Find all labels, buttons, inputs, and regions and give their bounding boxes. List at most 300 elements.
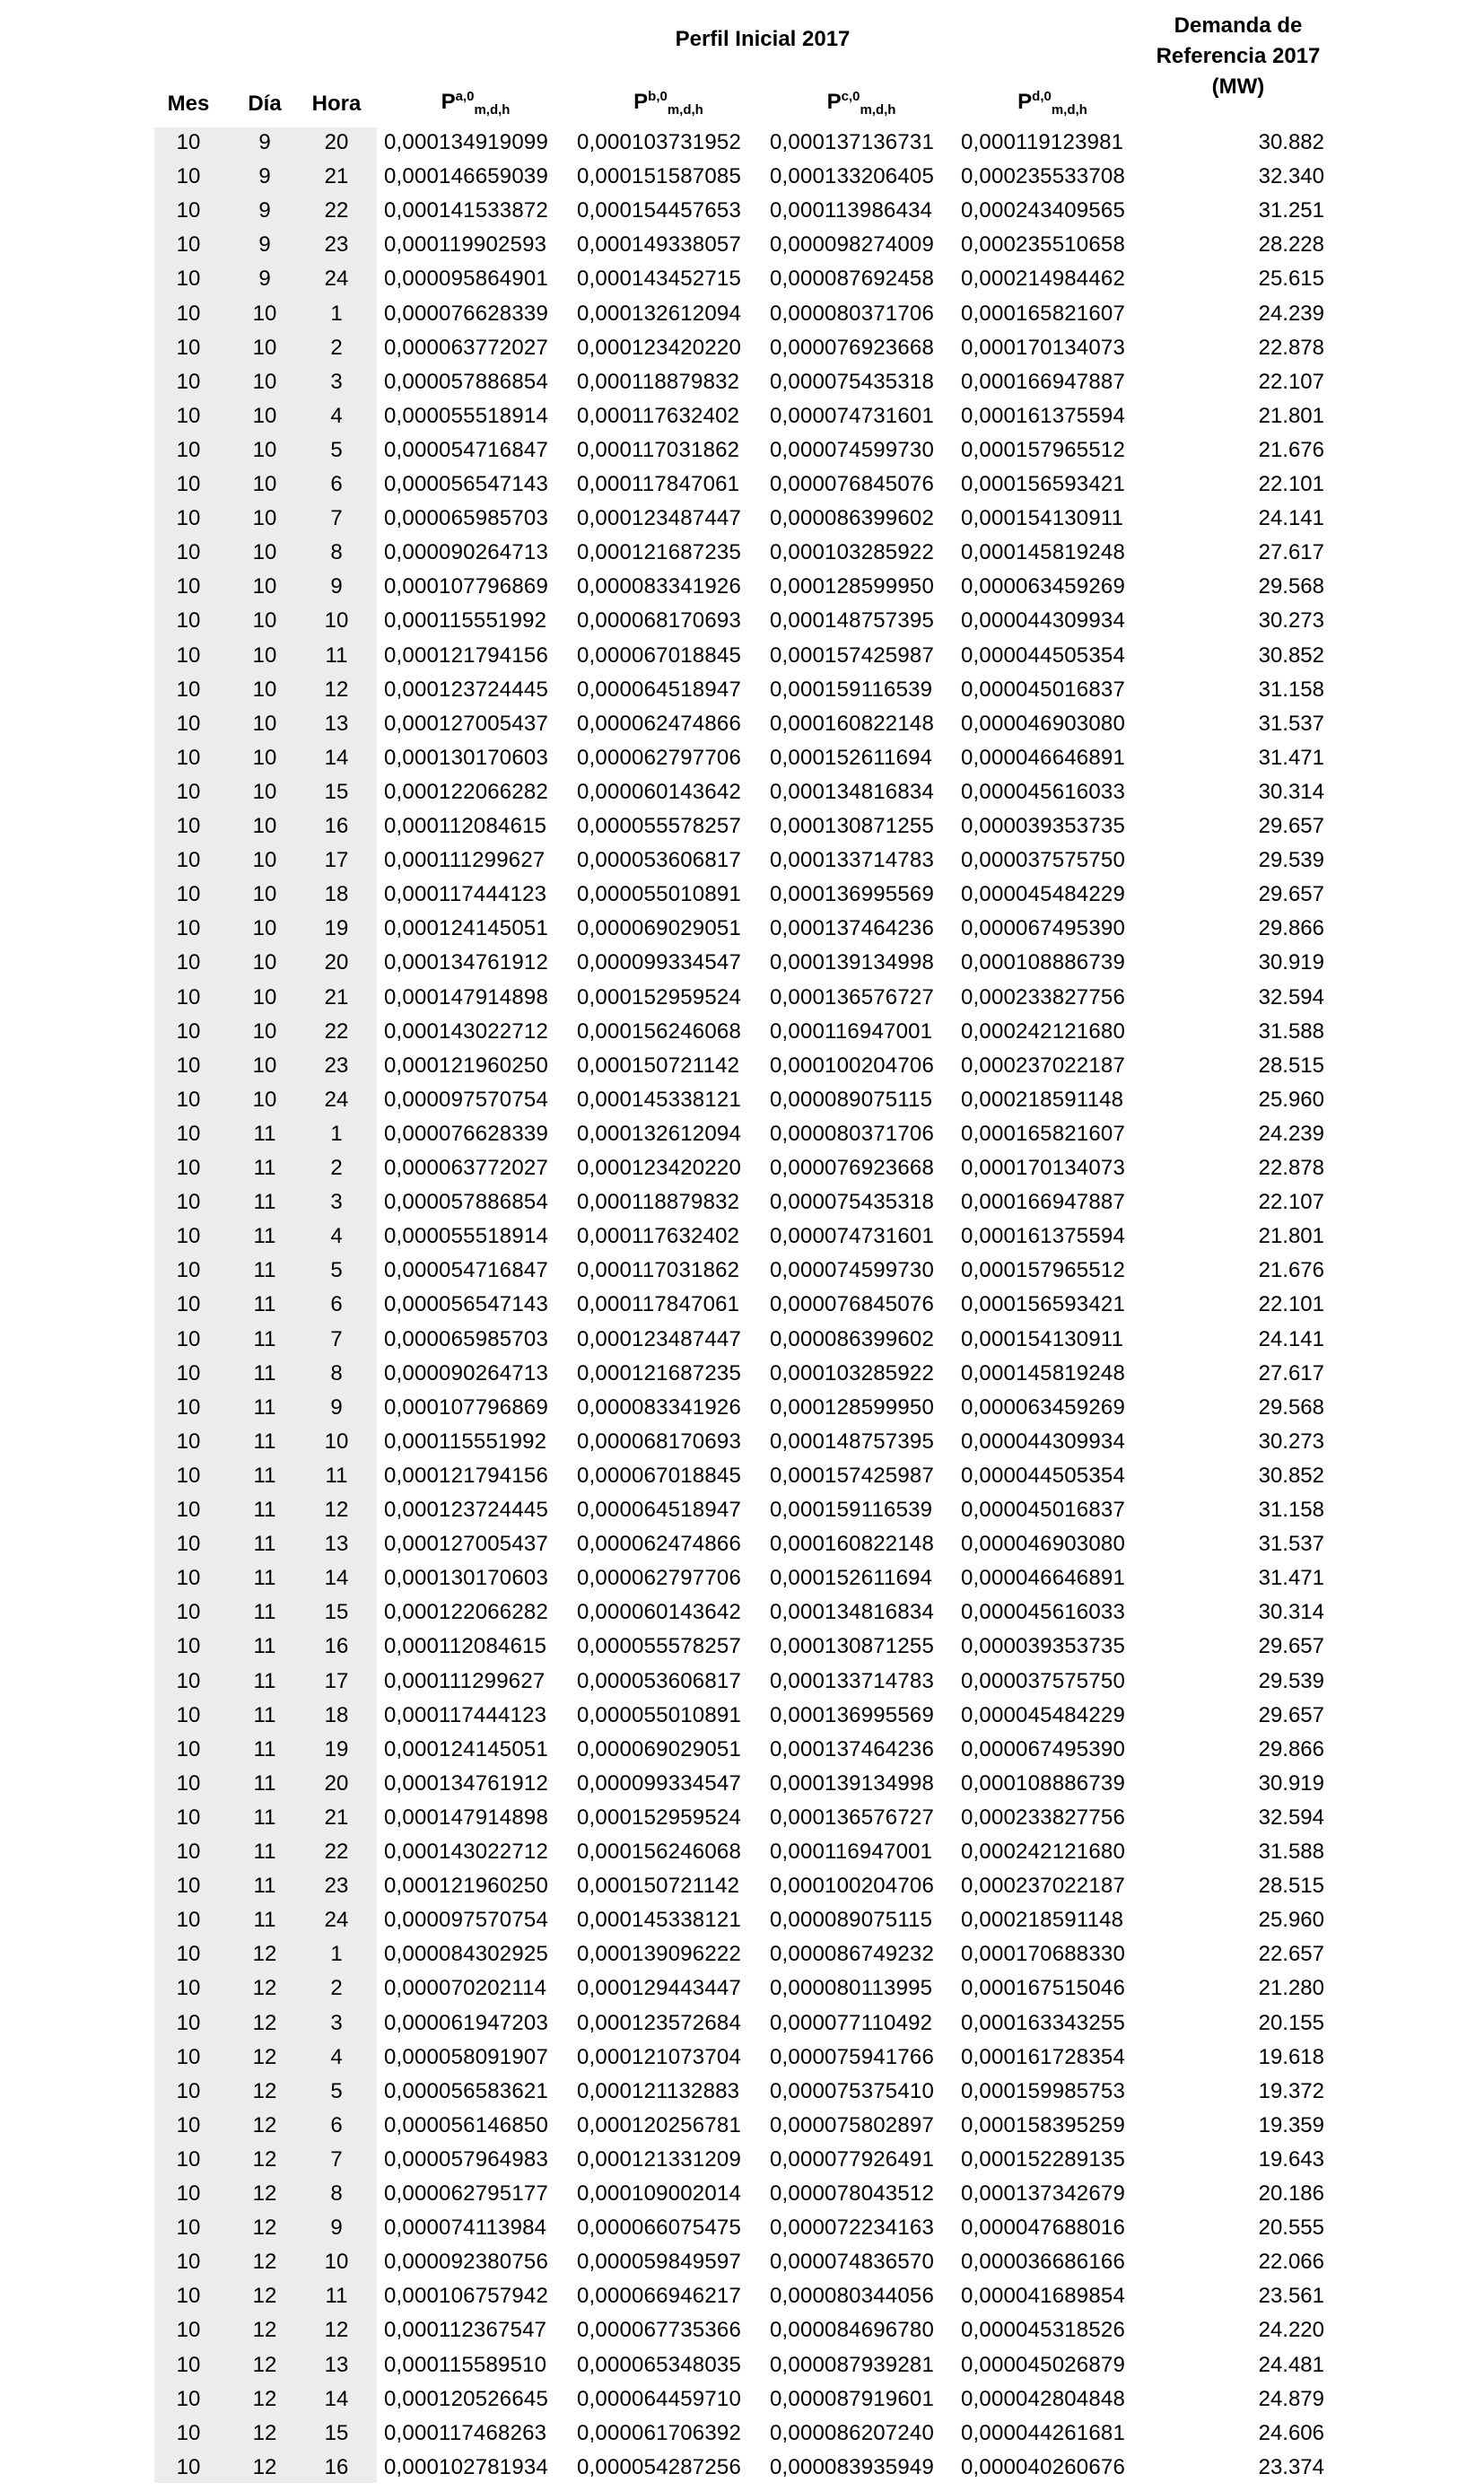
cell-p-c: 0,000116947001 xyxy=(770,1018,933,1044)
cell-p-a: 0,000134761912 xyxy=(384,1770,548,1796)
cell-hora: 20 xyxy=(324,1770,349,1796)
cell-p-c: 0,000074599730 xyxy=(770,437,934,462)
cell-dia: 11 xyxy=(253,1840,276,1864)
cell-demand: 24.606 xyxy=(1258,2420,1324,2445)
cell-hora: 17 xyxy=(324,1668,349,1693)
cell-p-c: 0,000080371706 xyxy=(770,1121,934,1146)
cell-p-c: 0,000136576727 xyxy=(770,1805,934,1830)
cell-demand: 29.539 xyxy=(1258,1668,1324,1693)
cell-p-b: 0,000062474866 xyxy=(577,1532,741,1557)
cell-demand: 20.186 xyxy=(1258,2181,1324,2206)
cell-dia: 10 xyxy=(252,814,277,838)
cell-mes: 10 xyxy=(176,916,201,941)
demand-header xyxy=(1135,11,1341,102)
cell-hora: 15 xyxy=(324,779,349,804)
cell-p-d: 0,000156593421 xyxy=(961,472,1125,496)
cell-demand: 30.919 xyxy=(1258,950,1324,975)
cell-p-a: 0,000124145051 xyxy=(384,1736,548,1761)
cell-mes: 10 xyxy=(176,2181,201,2206)
cell-hora: 13 xyxy=(324,711,349,736)
cell-dia: 10 xyxy=(252,506,277,531)
cell-p-b: 0,000069029051 xyxy=(577,916,741,941)
cell-mes: 10 xyxy=(176,1018,201,1044)
cell-demand: 22.878 xyxy=(1258,335,1324,360)
cell-dia: 10 xyxy=(252,574,277,599)
cell-demand: 31.471 xyxy=(1258,1566,1324,1591)
header-mes: Mes xyxy=(167,92,210,116)
cell-p-c: 0,000136995569 xyxy=(770,1702,934,1727)
cell-demand: 21.676 xyxy=(1258,1258,1324,1283)
cell-dia: 10 xyxy=(252,301,277,326)
cell-dia: 10 xyxy=(252,642,277,668)
cell-p-d: 0,000145819248 xyxy=(961,1360,1125,1385)
cell-mes: 10 xyxy=(176,1736,201,1761)
cell-hora: 23 xyxy=(324,1874,349,1899)
cell-p-d: 0,000163343255 xyxy=(961,2010,1125,2035)
cell-hora: 20 xyxy=(324,950,349,975)
cell-p-b: 0,000064459710 xyxy=(577,2386,741,2411)
cell-p-a: 0,000121960250 xyxy=(384,1874,548,1899)
header-dia: Día xyxy=(248,92,282,116)
cell-p-c: 0,000076845076 xyxy=(770,472,934,496)
cell-mes: 10 xyxy=(176,1224,201,1249)
cell-demand: 24.141 xyxy=(1258,1326,1324,1351)
cell-mes: 10 xyxy=(176,164,201,189)
cell-p-d: 0,000044505354 xyxy=(961,1463,1125,1488)
cell-demand: 19.618 xyxy=(1258,2044,1324,2069)
cell-hora: 7 xyxy=(330,2146,343,2172)
cell-p-a: 0,000076628339 xyxy=(384,301,548,326)
cell-demand: 30.273 xyxy=(1258,1429,1324,1454)
cell-p-b: 0,000123487447 xyxy=(577,506,741,531)
cell-p-c: 0,000157425987 xyxy=(770,1463,934,1488)
cell-dia: 10 xyxy=(252,745,277,770)
cell-demand: 29.657 xyxy=(1258,814,1324,838)
cell-p-d: 0,000119123981 xyxy=(961,130,1124,154)
cell-dia: 12 xyxy=(252,2078,277,2103)
cell-dia: 11 xyxy=(253,1874,276,1899)
cell-p-a: 0,000119902593 xyxy=(384,232,547,258)
cell-dia: 11 xyxy=(253,1634,276,1659)
cell-p-b: 0,000150721142 xyxy=(577,1053,740,1078)
cell-p-c: 0,000136995569 xyxy=(770,882,934,907)
cell-p-d: 0,000039353735 xyxy=(961,1634,1125,1659)
cell-dia: 11 xyxy=(253,1258,276,1283)
cell-hora: 18 xyxy=(324,1702,349,1727)
cell-p-c: 0,000084696780 xyxy=(770,2318,934,2343)
cell-p-c: 0,000130871255 xyxy=(770,814,934,838)
cell-p-c: 0,000087919601 xyxy=(770,2386,934,2411)
cell-p-a: 0,000084302925 xyxy=(384,1942,548,1967)
cell-p-a: 0,000056146850 xyxy=(384,2112,548,2137)
cell-p-c: 0,000087939281 xyxy=(770,2352,934,2377)
cell-mes: 10 xyxy=(176,1156,201,1180)
cell-p-c: 0,000137464236 xyxy=(770,916,934,941)
cell-dia: 10 xyxy=(252,779,277,804)
cell-p-b: 0,000064518947 xyxy=(577,677,741,702)
cell-mes: 10 xyxy=(176,2216,201,2241)
cell-hora: 23 xyxy=(324,1053,349,1078)
cell-p-b: 0,000067735366 xyxy=(577,2318,741,2343)
cell-p-b: 0,000152959524 xyxy=(577,984,741,1010)
cell-mes: 10 xyxy=(176,506,201,531)
cell-demand: 21.280 xyxy=(1258,1976,1324,2001)
cell-demand: 30.919 xyxy=(1258,1770,1324,1796)
cell-p-b: 0,000145338121 xyxy=(577,1087,741,1112)
cell-p-d: 0,000161375594 xyxy=(961,403,1125,428)
cell-p-b: 0,000149338057 xyxy=(577,232,741,258)
cell-dia: 12 xyxy=(252,2146,277,2172)
cell-p-c: 0,000103285922 xyxy=(770,540,934,565)
cell-demand: 32.594 xyxy=(1258,984,1324,1010)
cell-hora: 6 xyxy=(330,1292,343,1317)
cell-hora: 8 xyxy=(330,2181,343,2206)
cell-demand: 19.359 xyxy=(1258,2112,1324,2137)
cell-dia: 11 xyxy=(253,1566,276,1591)
cell-p-a: 0,000102781934 xyxy=(384,2454,548,2479)
cell-demand: 21.676 xyxy=(1258,437,1324,462)
cell-hora: 1 xyxy=(330,1942,343,1967)
cell-p-d: 0,000108886739 xyxy=(961,1770,1125,1796)
cell-p-b: 0,000123420220 xyxy=(577,335,741,360)
cell-p-c: 0,000113986434 xyxy=(770,198,933,223)
cell-p-a: 0,000143022712 xyxy=(384,1840,548,1864)
cell-mes: 10 xyxy=(176,2112,201,2137)
cell-dia: 10 xyxy=(252,540,277,565)
cell-hora: 14 xyxy=(324,745,349,770)
cell-dia: 10 xyxy=(252,882,277,907)
cell-p-a: 0,000056583621 xyxy=(384,2078,548,2103)
cell-p-a: 0,000122066282 xyxy=(384,1600,548,1625)
cell-dia: 11 xyxy=(253,1770,276,1796)
cell-hora: 22 xyxy=(324,1018,349,1044)
cell-mes: 10 xyxy=(176,301,201,326)
cell-p-c: 0,000075941766 xyxy=(770,2044,934,2069)
cell-demand: 25.615 xyxy=(1258,267,1324,292)
cell-dia: 10 xyxy=(252,335,277,360)
cell-p-d: 0,000045616033 xyxy=(961,1600,1125,1625)
cell-p-a: 0,000147914898 xyxy=(384,1805,548,1830)
cell-demand: 22.107 xyxy=(1258,1190,1324,1215)
cell-p-a: 0,000097570754 xyxy=(384,1087,548,1112)
cell-p-a: 0,000095864901 xyxy=(384,267,548,292)
header-p-a: P$^{a,0}_{m,d,h}$ xyxy=(441,89,511,118)
group-title: Perfil Inicial 2017 xyxy=(675,27,851,51)
cell-mes: 10 xyxy=(176,2010,201,2035)
cell-p-a: 0,000065985703 xyxy=(384,1326,548,1351)
header-p-d: P$^{d,0}_{m,d,h}$ xyxy=(1017,89,1087,118)
cell-mes: 10 xyxy=(176,1258,201,1283)
cell-hora: 6 xyxy=(330,472,343,496)
cell-p-b: 0,000064518947 xyxy=(577,1498,741,1522)
cell-hora: 4 xyxy=(330,403,343,428)
cell-mes: 10 xyxy=(176,1770,201,1796)
cell-p-a: 0,000127005437 xyxy=(384,1532,548,1557)
cell-hora: 9 xyxy=(330,1394,343,1420)
cell-hora: 23 xyxy=(324,232,349,258)
cell-p-b: 0,000117847061 xyxy=(577,472,740,496)
cell-hora: 6 xyxy=(330,2112,343,2137)
cell-dia: 11 xyxy=(253,1360,276,1385)
cell-p-b: 0,000118879832 xyxy=(577,369,740,394)
cell-p-c: 0,000074836570 xyxy=(770,2250,934,2275)
cell-p-c: 0,000077110492 xyxy=(770,2010,933,2035)
cell-dia: 12 xyxy=(252,2420,277,2445)
cell-hora: 10 xyxy=(324,1429,349,1454)
cell-p-c: 0,000083935949 xyxy=(770,2454,934,2479)
cell-mes: 10 xyxy=(176,814,201,838)
cell-demand: 30.852 xyxy=(1258,642,1324,668)
cell-p-a: 0,000074113984 xyxy=(384,2216,547,2241)
cell-p-c: 0,000074731601 xyxy=(770,403,934,428)
cell-hora: 20 xyxy=(324,130,349,154)
cell-p-c: 0,000072234163 xyxy=(770,2216,934,2241)
cell-dia: 10 xyxy=(252,677,277,702)
cell-p-d: 0,000233827756 xyxy=(961,984,1125,1010)
cell-hora: 19 xyxy=(324,1736,349,1761)
demand-header-line2: Referencia 2017 xyxy=(1156,44,1321,68)
cell-demand: 23.561 xyxy=(1258,2284,1324,2309)
cell-p-d: 0,000063459269 xyxy=(961,574,1125,599)
cell-dia: 10 xyxy=(252,608,277,634)
cell-p-d: 0,000235510658 xyxy=(961,232,1125,258)
demand-header-line3: (MW) xyxy=(1211,74,1265,99)
cell-dia: 12 xyxy=(252,2284,277,2309)
cell-p-b: 0,000068170693 xyxy=(577,608,741,634)
cell-p-d: 0,000154130911 xyxy=(961,506,1124,531)
cell-p-b: 0,000062474866 xyxy=(577,711,741,736)
cell-p-d: 0,000158395259 xyxy=(961,2112,1125,2137)
cell-p-a: 0,000115589510 xyxy=(384,2352,547,2377)
cell-p-b: 0,000117632402 xyxy=(577,1224,740,1249)
cell-p-d: 0,000161375594 xyxy=(961,1224,1125,1249)
cell-hora: 12 xyxy=(324,677,349,702)
cell-p-c: 0,000100204706 xyxy=(770,1874,934,1899)
cell-p-b: 0,000059849597 xyxy=(577,2250,741,2275)
cell-demand: 24.481 xyxy=(1258,2352,1324,2377)
cell-hora: 2 xyxy=(330,1156,343,1180)
cell-p-b: 0,000151587085 xyxy=(577,164,741,189)
cell-mes: 10 xyxy=(176,437,201,462)
cell-demand: 29.568 xyxy=(1258,574,1324,599)
cell-mes: 10 xyxy=(176,2146,201,2172)
cell-p-c: 0,000078043512 xyxy=(770,2181,934,2206)
cell-p-a: 0,000097570754 xyxy=(384,1908,548,1933)
cell-hora: 9 xyxy=(330,574,343,599)
cell-p-d: 0,000046903080 xyxy=(961,711,1125,736)
cell-p-d: 0,000044261681 xyxy=(961,2420,1125,2445)
cell-p-d: 0,000039353735 xyxy=(961,814,1125,838)
cell-p-a: 0,000054716847 xyxy=(384,437,548,462)
cell-mes: 10 xyxy=(176,1121,201,1146)
cell-hora: 15 xyxy=(324,2420,349,2445)
cell-p-c: 0,000159116539 xyxy=(770,1498,933,1522)
cell-p-c: 0,000134816834 xyxy=(770,779,934,804)
cell-p-a: 0,000107796869 xyxy=(384,1394,548,1420)
cell-mes: 10 xyxy=(176,1463,201,1488)
cell-hora: 10 xyxy=(324,608,349,634)
cell-hora: 4 xyxy=(330,1224,343,1249)
cell-p-d: 0,000166947887 xyxy=(961,1190,1125,1215)
cell-p-d: 0,000170688330 xyxy=(961,1942,1125,1967)
cell-p-b: 0,000067018845 xyxy=(577,1463,741,1488)
cell-p-a: 0,000076628339 xyxy=(384,1121,548,1146)
cell-p-c: 0,000087692458 xyxy=(770,267,934,292)
cell-p-c: 0,000134816834 xyxy=(770,1600,934,1625)
cell-p-c: 0,000152611694 xyxy=(770,1566,933,1591)
cell-p-c: 0,000077926491 xyxy=(770,2146,934,2172)
cell-p-b: 0,000069029051 xyxy=(577,1736,741,1761)
cell-p-a: 0,000130170603 xyxy=(384,1566,548,1591)
cell-demand: 32.594 xyxy=(1258,1805,1324,1830)
cell-dia: 12 xyxy=(252,1976,277,2001)
cell-p-a: 0,000134761912 xyxy=(384,950,548,975)
cell-p-b: 0,000121687235 xyxy=(577,1360,741,1385)
cell-demand: 28.228 xyxy=(1258,232,1324,258)
cell-demand: 31.537 xyxy=(1258,1532,1324,1557)
cell-dia: 11 xyxy=(253,1498,276,1522)
cell-hora: 3 xyxy=(330,1190,343,1215)
cell-dia: 11 xyxy=(253,1463,276,1488)
cell-dia: 10 xyxy=(252,848,277,873)
cell-p-c: 0,000137136731 xyxy=(770,130,934,154)
cell-p-b: 0,000068170693 xyxy=(577,1429,741,1454)
cell-hora: 14 xyxy=(324,1566,349,1591)
cell-p-a: 0,000065985703 xyxy=(384,506,548,531)
cell-mes: 10 xyxy=(176,1942,201,1967)
cell-demand: 24.239 xyxy=(1258,301,1324,326)
cell-dia: 9 xyxy=(258,164,271,189)
cell-p-c: 0,000160822148 xyxy=(770,1532,934,1557)
cell-demand: 24.220 xyxy=(1258,2318,1324,2343)
cell-mes: 10 xyxy=(176,369,201,394)
cell-p-b: 0,000123487447 xyxy=(577,1326,741,1351)
cell-p-a: 0,000055518914 xyxy=(384,403,548,428)
cell-hora: 22 xyxy=(324,1840,349,1864)
header-p-b: P$^{b,0}_{m,d,h}$ xyxy=(633,89,703,118)
cell-p-b: 0,000121132883 xyxy=(577,2078,740,2103)
cell-demand: 30.852 xyxy=(1258,1463,1324,1488)
cell-demand: 29.866 xyxy=(1258,1736,1324,1761)
cell-hora: 12 xyxy=(324,2318,349,2343)
cell-dia: 12 xyxy=(252,2318,277,2343)
cell-dia: 11 xyxy=(253,1394,276,1420)
cell-p-a: 0,000112367547 xyxy=(384,2318,547,2343)
cell-mes: 10 xyxy=(176,198,201,223)
cell-mes: 10 xyxy=(176,335,201,360)
cell-p-c: 0,000130871255 xyxy=(770,1634,934,1659)
cell-p-a: 0,000090264713 xyxy=(384,540,548,565)
cell-p-c: 0,000086399602 xyxy=(770,1326,934,1351)
cell-dia: 9 xyxy=(258,232,271,258)
cell-p-a: 0,000057964983 xyxy=(384,2146,548,2172)
cell-mes: 10 xyxy=(176,2386,201,2411)
cell-p-c: 0,000080344056 xyxy=(770,2284,934,2309)
cell-mes: 10 xyxy=(176,2284,201,2309)
cell-dia: 12 xyxy=(252,2454,277,2479)
cell-p-d: 0,000243409565 xyxy=(961,198,1125,223)
cell-mes: 10 xyxy=(176,745,201,770)
cell-p-c: 0,000075802897 xyxy=(770,2112,934,2137)
cell-p-b: 0,000150721142 xyxy=(577,1874,740,1899)
cell-mes: 10 xyxy=(176,1874,201,1899)
cell-p-d: 0,000037575750 xyxy=(961,1668,1125,1693)
cell-p-b: 0,000121073704 xyxy=(577,2044,741,2069)
cell-hora: 24 xyxy=(324,1908,349,1933)
cell-demand: 29.657 xyxy=(1258,882,1324,907)
cell-demand: 21.801 xyxy=(1258,1224,1324,1249)
cell-p-c: 0,000128599950 xyxy=(770,1394,934,1420)
cell-p-d: 0,000167515046 xyxy=(961,1976,1125,2001)
cell-demand: 20.155 xyxy=(1258,2010,1324,2035)
cell-p-c: 0,000133714783 xyxy=(770,1668,934,1693)
cell-p-d: 0,000047688016 xyxy=(961,2216,1125,2241)
cell-p-a: 0,000115551992 xyxy=(384,608,547,634)
cell-mes: 10 xyxy=(176,1908,201,1933)
cell-mes: 10 xyxy=(176,2078,201,2103)
cell-mes: 10 xyxy=(176,1190,201,1215)
cell-p-d: 0,000045016837 xyxy=(961,1498,1125,1522)
cell-p-c: 0,000080371706 xyxy=(770,301,934,326)
cell-p-a: 0,000054716847 xyxy=(384,1258,548,1283)
cell-dia: 11 xyxy=(253,1702,276,1727)
cell-hora: 15 xyxy=(324,1600,349,1625)
cell-p-b: 0,000060143642 xyxy=(577,1600,741,1625)
cell-dia: 11 xyxy=(253,1736,276,1761)
cell-mes: 10 xyxy=(176,2250,201,2275)
cell-p-b: 0,000055010891 xyxy=(577,882,741,907)
cell-dia: 10 xyxy=(252,711,277,736)
cell-p-a: 0,000061947203 xyxy=(384,2010,548,2035)
cell-p-b: 0,000117031862 xyxy=(577,437,740,462)
cell-p-d: 0,000041689854 xyxy=(961,2284,1125,2309)
cell-hora: 7 xyxy=(330,506,343,531)
cell-p-d: 0,000157965512 xyxy=(961,437,1125,462)
cell-hora: 13 xyxy=(324,1532,349,1557)
cell-hora: 11 xyxy=(325,1463,348,1488)
cell-mes: 10 xyxy=(176,1429,201,1454)
cell-p-b: 0,000055578257 xyxy=(577,814,741,838)
cell-p-d: 0,000037575750 xyxy=(961,848,1125,873)
cell-p-d: 0,000242121680 xyxy=(961,1018,1125,1044)
cell-demand: 29.539 xyxy=(1258,848,1324,873)
cell-dia: 12 xyxy=(252,2010,277,2035)
cell-p-b: 0,000103731952 xyxy=(577,130,741,154)
cell-mes: 10 xyxy=(176,1668,201,1693)
cell-p-d: 0,000067495390 xyxy=(961,916,1125,941)
cell-p-a: 0,000057886854 xyxy=(384,369,548,394)
cell-hora: 1 xyxy=(330,1121,343,1146)
cell-hora: 3 xyxy=(330,369,343,394)
cell-p-d: 0,000218591148 xyxy=(961,1087,1124,1112)
cell-p-d: 0,000067495390 xyxy=(961,1736,1125,1761)
cell-hora: 16 xyxy=(324,2454,349,2479)
cell-p-a: 0,000143022712 xyxy=(384,1018,548,1044)
cell-dia: 11 xyxy=(253,1121,276,1146)
cell-p-b: 0,000123572684 xyxy=(577,2010,741,2035)
cell-p-b: 0,000121331209 xyxy=(577,2146,741,2172)
cell-demand: 27.617 xyxy=(1258,540,1324,565)
cell-hora: 4 xyxy=(330,2044,343,2069)
cell-p-d: 0,000042804848 xyxy=(961,2386,1125,2411)
cell-p-c: 0,000098274009 xyxy=(770,232,934,258)
header-p-c: P$^{c,0}_{m,d,h}$ xyxy=(826,89,896,118)
cell-demand: 31.471 xyxy=(1258,745,1324,770)
cell-p-c: 0,000075435318 xyxy=(770,369,934,394)
cell-p-c: 0,000086207240 xyxy=(770,2420,934,2445)
cell-p-b: 0,000132612094 xyxy=(577,1121,741,1146)
cell-p-d: 0,000145819248 xyxy=(961,540,1125,565)
